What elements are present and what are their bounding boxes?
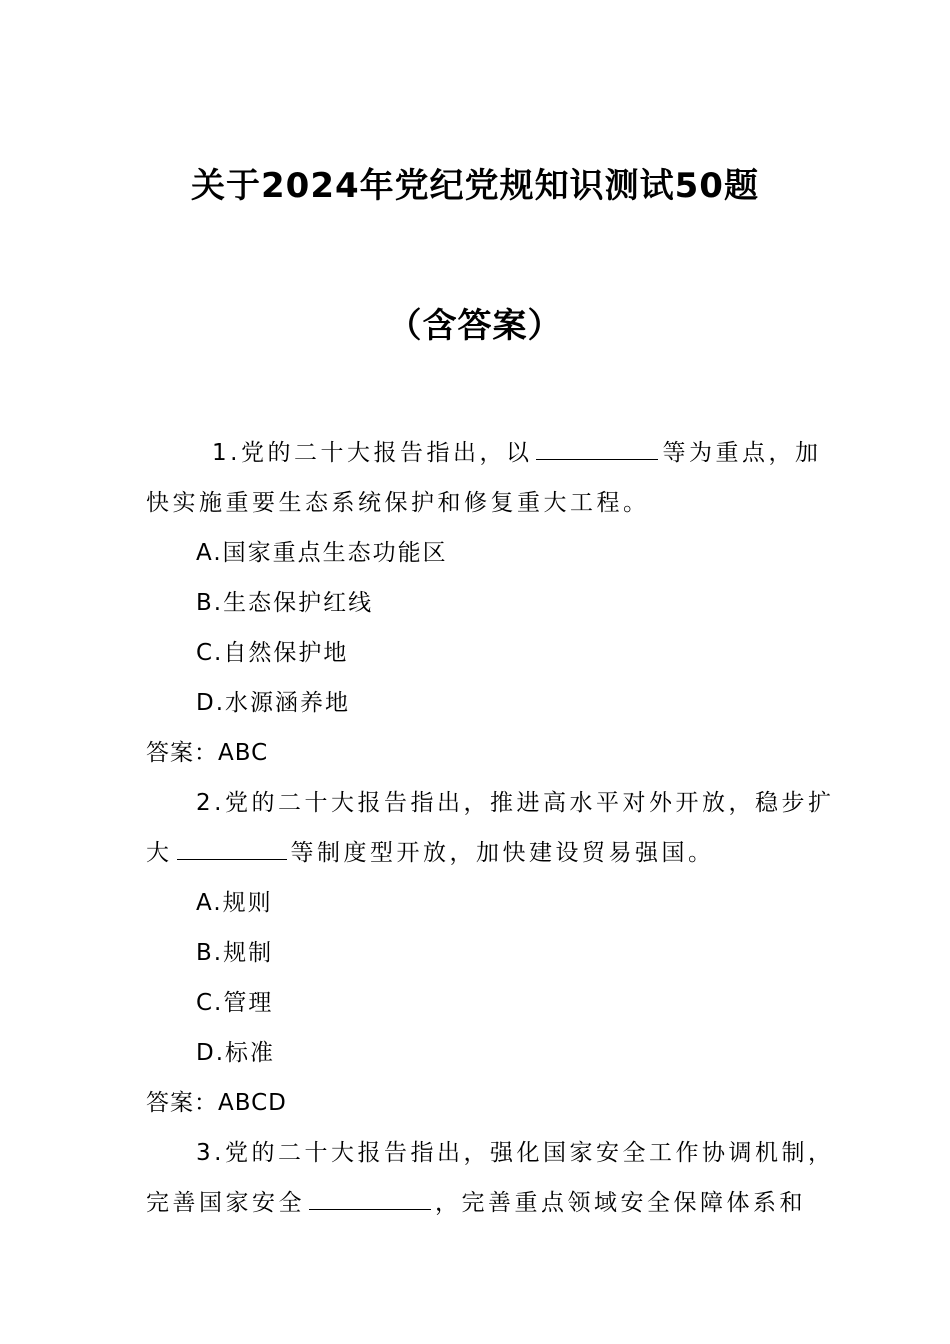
question-2-stem-line-2 <box>146 834 715 867</box>
question-2-option-d: D.标准 <box>196 1040 276 1066</box>
question-1-stem-part1: 1.党的二十大报告指出，以 <box>212 440 533 466</box>
question-1-answer: 答案：ABC <box>146 740 269 766</box>
question-1-stem-part2: 等为重点，加 <box>662 440 822 466</box>
document-subtitle: （含答案） <box>387 306 563 346</box>
question-1-blank <box>536 437 658 460</box>
question-1-option-a: A.国家重点生态功能区 <box>196 540 448 566</box>
question-2-option-c: C.管理 <box>196 990 274 1016</box>
question-3-stem-part2: ，完善重点领域安全保障体系和 <box>435 1190 806 1216</box>
question-3-stem-line-2 <box>146 1184 806 1217</box>
question-2-option-b: B.规制 <box>196 940 274 966</box>
question-1-option-b: B.生态保护红线 <box>196 590 374 616</box>
question-2-option-a: A.规则 <box>196 890 273 916</box>
question-2-stem-part2: 等制度型开放，加快建设贸易强国。 <box>290 840 715 866</box>
question-2-answer: 答案：ABCD <box>146 1090 287 1116</box>
question-1-stem-line-2: 快实施重要生态系统保护和修复重大工程。 <box>146 490 650 516</box>
question-1-stem-line-1 <box>212 434 821 467</box>
question-2-blank <box>177 837 287 860</box>
document-title: 关于2024年党纪党规知识测试50题 <box>191 166 759 206</box>
question-1-option-d: D.水源涵养地 <box>196 690 351 716</box>
question-3-stem-line-1: 3.党的二十大报告指出，强化国家安全工作协调机制， <box>196 1140 835 1166</box>
question-2-stem-line-1: 2.党的二十大报告指出，推进高水平对外开放，稳步扩 <box>196 790 835 816</box>
question-1-option-c: C.自然保护地 <box>196 640 349 666</box>
question-3-stem-part1: 完善国家安全 <box>146 1190 305 1216</box>
question-3-blank <box>309 1187 431 1210</box>
question-2-stem-part1: 大 <box>146 840 173 866</box>
